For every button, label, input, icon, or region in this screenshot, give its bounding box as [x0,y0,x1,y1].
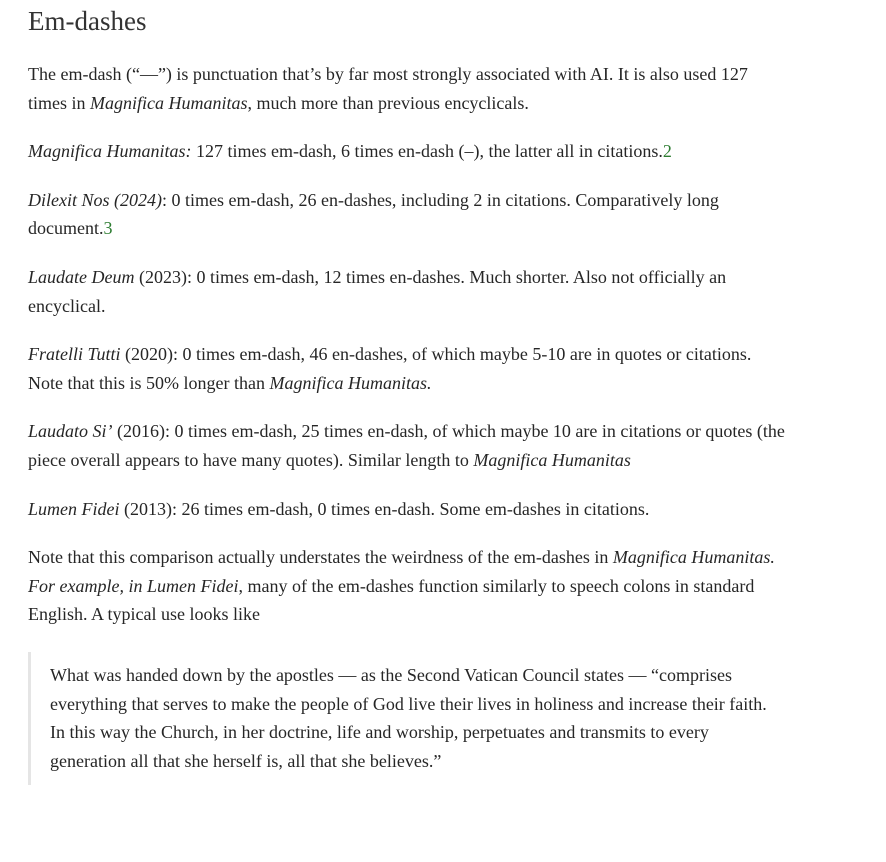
document-title: Fratelli Tutti [28,344,121,365]
text: : 0 times em-dash, 26 en-dashes, including 2 in citations. Comparatively long document. [28,189,719,239]
entry-dilexit-nos [28,186,788,243]
document-title: Laudato Si’ [28,421,113,442]
document-title: Magnifica Humanitas. For example, in Lumen Fidei [28,547,775,596]
text: : 0 times em-dash, 25 times en-dash, of which maybe 10 are in citations or quotes (the piece overall appears to have many quotes). Similar length to [28,421,785,470]
document-title: Magnifica Humanitas. [269,372,432,393]
entry-fratelli-tutti [28,340,788,397]
intro-paragraph [28,60,788,117]
text: , many of the em-dashes function similarly to speech colons in standard English. A typical use looks like [28,575,755,625]
blockquote [28,652,770,785]
text: (2020): 0 times em-dash, 46 en-dashes, of which maybe 5-10 are in quotes or citations. Note that this is 50% longer than [28,344,752,393]
footnote-link-3[interactable]: 3 [103,218,113,239]
entry-laudato-si [28,417,788,474]
quote-text: What was handed down by the apostles — as the Second Vatican Council states — “comprises everything that serves to make the people of God live their lives in holiness and increase their faith. In this way the Church, in her doctrine, life and worship, perpetuates and transmits to every generation all that she herself is, all that she believes.” [50,664,767,771]
text: (2016) [112,421,166,442]
document-title: Laudate Deum [28,266,135,287]
document-title: Dilexit Nos (2024) [28,189,162,210]
entry-lumen-fidei [28,495,788,524]
document-title: Lumen Fidei [28,498,120,519]
article [28,0,788,785]
document-title: Magnifica Humanitas [90,92,248,113]
text: The em-dash (“—”) is punctuation that’s by far most strongly associated with AI. It is also used 127 times in [28,64,748,113]
document-title: Magnifica Humanitas: [28,141,192,162]
entry-laudate-deum [28,263,788,320]
text: , much more than previous encyclicals. [247,92,529,113]
comparison-note-paragraph [28,543,788,629]
text: Note that this comparison actually understates the weirdness of the em-dashes in [28,547,613,568]
footnote-link-2[interactable]: 2 [662,141,672,162]
section-heading: Em-dashes [28,6,147,36]
text: (2013): 26 times em-dash, 0 times en-dash. Some em-dashes in citations. [119,498,650,519]
text: (2023): 0 times em-dash, 12 times en-dashes. Much shorter. Also not officially an encyclical. [28,266,727,316]
entry-magnifica-humanitas [28,137,788,166]
text: 127 times em-dash, 6 times en-dash (–), the latter all in citations. [191,141,663,162]
document-title: Magnifica Humanitas [473,449,631,470]
